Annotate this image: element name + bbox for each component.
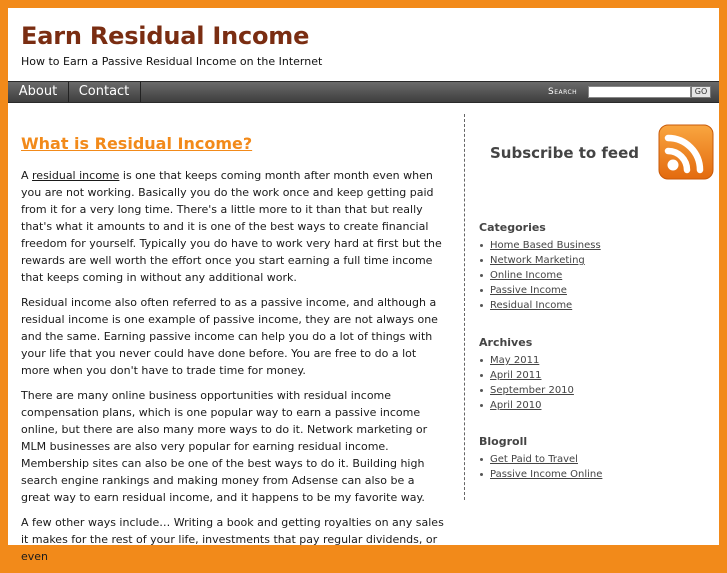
category-item[interactable]: Passive Income [490,283,718,298]
search-input[interactable] [588,86,691,98]
category-item[interactable]: Online Income [490,268,718,283]
blogroll-item[interactable]: Get Paid to Travel [490,452,718,467]
page [8,8,719,563]
blogroll-title: Blogroll [479,435,528,448]
categories-widget [478,221,718,313]
category-item[interactable]: Home Based Business [490,238,718,253]
post-paragraph-2: Residual income also often referred to as a passive income, and although a residual income is one example of passive income, they are not always one and the same. Earning passive income can help you do a lot of things with your life that you never could have done before. You are free to do a lot more when you don't have to trade time for money. [21,296,438,377]
blogroll-widget [478,435,718,482]
nav-about[interactable]: About [8,82,69,102]
search-go-button[interactable]: GO [691,86,711,98]
archive-item[interactable]: April 2010 [490,398,718,413]
site-tagline: How to Earn a Passive Residual Income on the Internet [21,55,323,68]
site-title[interactable]: Earn Residual Income [21,22,310,50]
post-title[interactable]: What is Residual Income? [21,134,253,153]
archives-widget [478,336,718,413]
archives-title: Archives [479,336,533,349]
post-content [21,134,446,573]
post-paragraph-3: There are many online business opportunities with residual income compensation plans, which is one popular way to earn a passive income online, but there are also many more ways to do it. Network marketing or MLM businesses are also very popular for earning residual income. Membership sites can also be one of the best ways to do it. Building high search engine rankings and making money from Adsense can also be a great way to earn residual income, and it happens to be my favorite way. [21,389,428,504]
archive-item[interactable]: April 2011 [490,368,718,383]
post-paragraph-4: A few other ways include… Writing a book and getting royalties on any sales it makes for the rest of your life, investments that pay regular dividends, or even [21,516,444,563]
nav-contact[interactable]: Contact [68,82,141,102]
site-header [8,8,719,67]
p1-prefix: A [21,169,33,182]
subscribe-to-feed[interactable]: Subscribe to feed [490,144,640,162]
search-label: Search [548,87,578,97]
blogroll-item[interactable]: Passive Income Online [490,467,718,482]
archive-item[interactable]: September 2010 [490,383,718,398]
residual-income-link[interactable]: residual income [32,169,120,182]
p1-text: is one that keeps coming month after month even when you are not working. Basically you do the work once and keep getting paid from it for a very long time. There's a little more to it than that but really that's what it amounts to and it is one of the best ways to create financial freedom for yourself. Typically you do have to work very hard at first but the rewards are well worth the effort once you start earning a full time income that keeps coming in without any additional work. [21,169,442,284]
category-item[interactable]: Residual Income [490,298,718,313]
rss-feed-icon[interactable] [658,124,714,180]
category-item[interactable]: Network Marketing [490,253,718,268]
archive-item[interactable]: May 2011 [490,353,718,368]
post-paragraph-1 [21,167,446,286]
categories-title: Categories [479,221,546,234]
nav-bar [8,81,719,103]
content-divider [464,114,465,500]
